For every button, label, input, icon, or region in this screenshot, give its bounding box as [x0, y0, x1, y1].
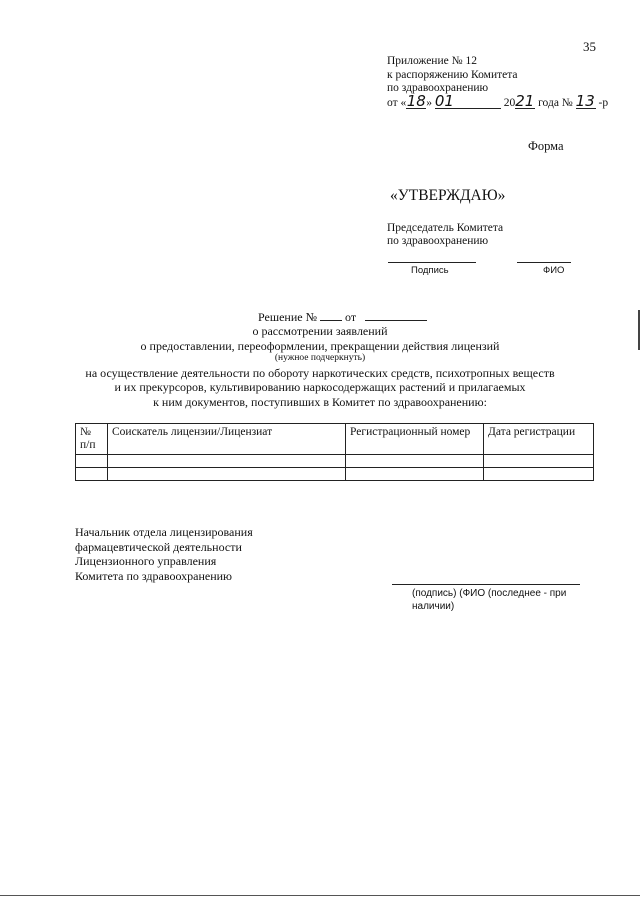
decision-number-label: Решение № [258, 310, 318, 324]
decision-number-blank [320, 320, 342, 321]
approval-position-line-2: по здравоохранению [387, 235, 489, 247]
appendix-month: 01 [435, 95, 501, 109]
decision-line-1: о рассмотрении заявлений [252, 324, 388, 338]
decision-line-5: к ним документов, поступивших в Комитет по здравоохранению: [153, 395, 487, 409]
table-cell[interactable] [346, 468, 484, 481]
header-registration-date: Дата регистрации [484, 424, 594, 455]
header-number: № п/п [76, 424, 108, 455]
table-header-row [76, 424, 594, 455]
signatory-caption-line-1: (подпись) (ФИО (последнее - при [412, 588, 567, 599]
table-row [76, 468, 594, 481]
approval-title: «УТВЕРЖДАЮ» [390, 187, 506, 204]
decision-line-4: и их прекурсоров, культивированию наркосодержащих растений и прилагаемых [114, 380, 526, 394]
table-cell[interactable] [484, 455, 594, 468]
signatory-caption-line-2: наличии) [412, 601, 455, 612]
form-label: Форма [528, 139, 564, 153]
approval-position-line-1: Председатель Комитета [387, 222, 504, 234]
scan-edge-bottom [0, 895, 640, 896]
decision-title [258, 310, 427, 325]
appendix-year-suffix: года № [538, 97, 573, 109]
appendix-line-1: Приложение № 12 [387, 55, 477, 67]
appendix-line-3: по здравоохранению [387, 82, 489, 94]
appendix-day: 18 [406, 92, 426, 110]
table-cell[interactable] [108, 468, 346, 481]
header-registration-number: Регистрационный номер [346, 424, 484, 455]
appendix-quote-close: » [426, 97, 432, 109]
table-cell[interactable] [484, 468, 594, 481]
decision-note: (нужное подчеркнуть) [274, 353, 366, 363]
table-cell[interactable] [76, 455, 108, 468]
appendix-year: 21 [515, 92, 535, 110]
decision-line-2: о предоставлении, переоформлении, прекращении действия лицензий [140, 339, 500, 353]
header-applicant: Соискатель лицензии/Лицензиат [108, 424, 346, 455]
page-number: 35 [583, 39, 596, 54]
approval-signature-label: Подпись [411, 265, 449, 276]
appendix-year-prefix: 20 [503, 97, 516, 109]
applications-table [75, 423, 594, 481]
table-cell[interactable] [108, 455, 346, 468]
signatory-line-3: Лицензионного управления [75, 554, 217, 568]
signatory-signature-line [392, 584, 580, 585]
decision-date-blank [365, 320, 427, 321]
signatory-line-4: Комитета по здравоохранению [75, 569, 233, 583]
signatory-line-2: фармацевтической деятельности [75, 540, 242, 554]
appendix-number: 13 [575, 92, 595, 110]
decision-line-3: на осуществление деятельности по обороту наркотических средств, психотропных веществ [85, 366, 555, 380]
decision-from-label: от [345, 310, 357, 324]
table-row [76, 455, 594, 468]
signatory-line-1: Начальник отдела лицензирования [75, 525, 253, 539]
approval-name-label: ФИО [543, 265, 565, 276]
appendix-number-suffix: -р [598, 97, 609, 109]
approval-signature-line [388, 262, 476, 263]
appendix-line-2: к распоряжению Комитета [387, 69, 518, 81]
table-cell[interactable] [76, 468, 108, 481]
table-cell[interactable] [346, 455, 484, 468]
appendix-date-line [387, 92, 609, 110]
approval-name-line [517, 262, 571, 263]
appendix-from-label: от « [387, 97, 407, 109]
